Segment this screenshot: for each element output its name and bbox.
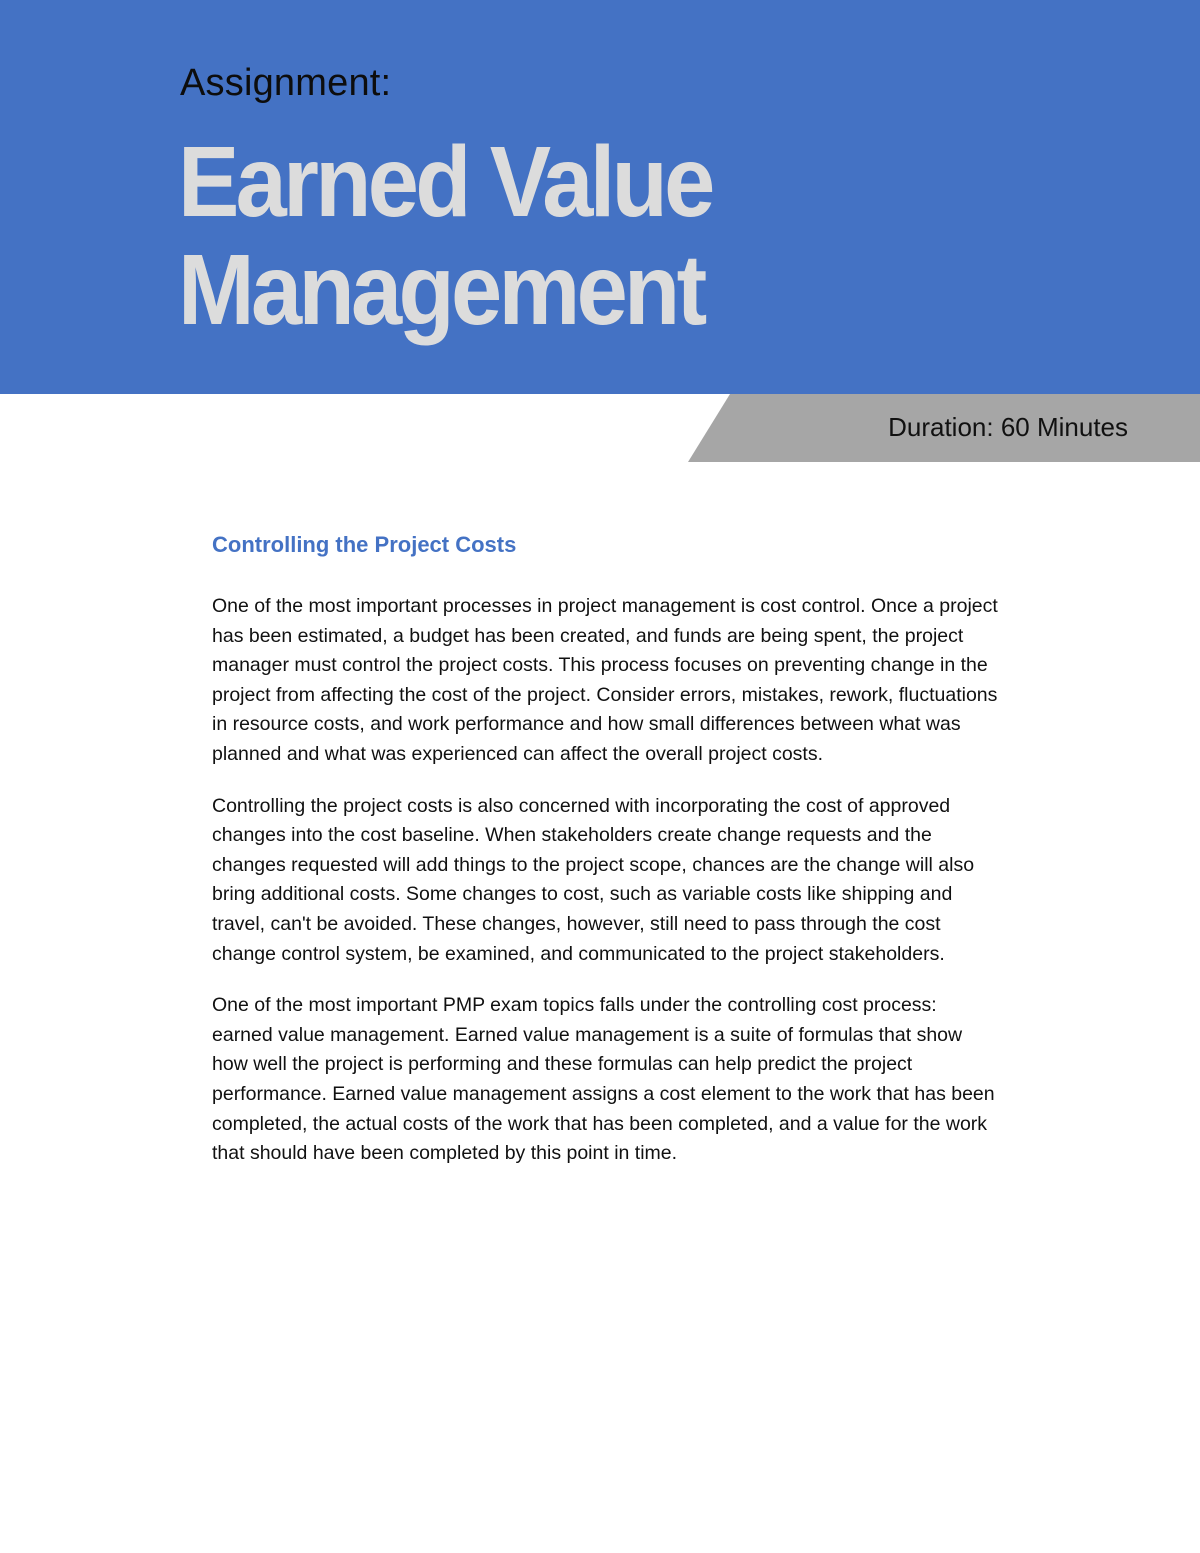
main-content (212, 530, 1002, 1191)
duration-text: Duration: 60 Minutes (888, 412, 1128, 442)
assignment-label: Assignment: (180, 62, 392, 104)
paragraph: One of the most important processes in project management is cost control. Once a project has been estimated, a budget has been created, and funds are being spent, the project manager must control the project costs. This process focuses on preventing change in the project from affecting the cost of the project. Consider errors, mistakes, rework, fluctuations in resource costs, and work performance and how small differences between what was planned and what was experienced can affect the overall project costs. (212, 595, 998, 765)
title-line-1: Earned Value (178, 126, 712, 238)
paragraph: One of the most important PMP exam topics falls under the controlling cost process: earned value management. Earned value management is a suite of formulas that show how well the project is performing and these formulas can help predict the project performance. Earned value management assigns a cost element to the work that has been completed, the actual costs of the work that has been completed, and a value for the work that should have been completed by this point in time. (212, 994, 995, 1165)
paragraph: Controlling the project costs is also concerned with incorporating the cost of approved changes into the cost baseline. When stakeholders create change requests and the changes requested will add things to the project scope, chances are the change will also bring additional costs. Some changes to cost, such as variable costs like shipping and travel, can't be avoided. These changes, however, still need to pass through the cost change control system, be examined, and communicated to the project stakeholders. (212, 794, 975, 965)
section-heading: Controlling the Project Costs (212, 532, 517, 557)
header-banner (0, 0, 1200, 394)
duration-banner (688, 394, 1200, 462)
title-line-2: Management (178, 234, 704, 346)
page-title (178, 128, 712, 344)
